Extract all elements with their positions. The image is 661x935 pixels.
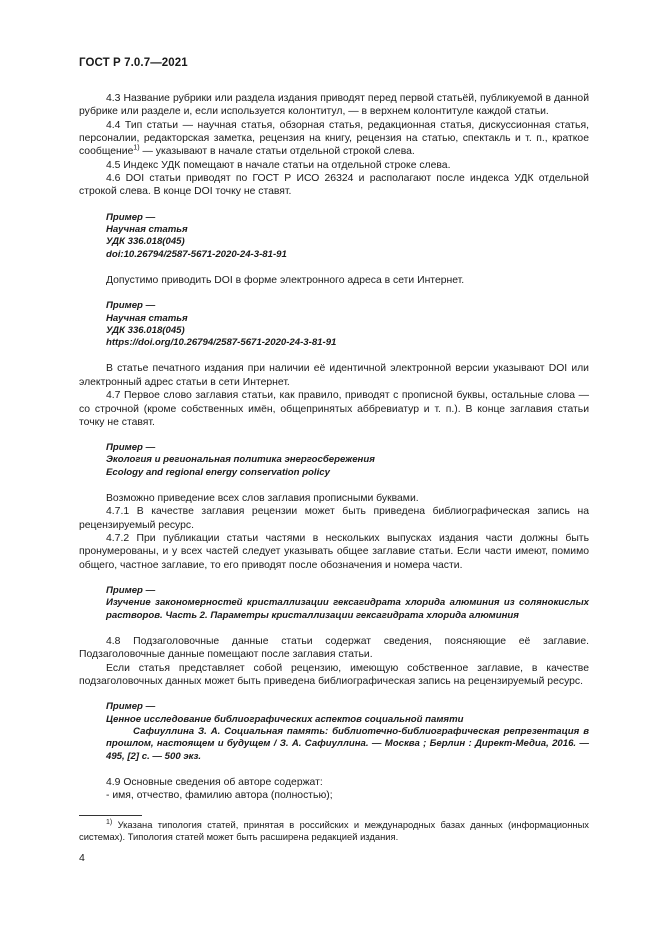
doi-url-note: Допустимо приводить DOI в форме электронного адреса в сети Интернет. [106, 274, 465, 286]
example-parts-text: Изучение закономерностей кристаллизации гексагидрата хлорида алюминия из солянокислых растворов. Часть 2. Параметры кристаллизации гексагидрата хлорида алюминия [106, 597, 589, 621]
example-review-title: Ценное исследование библиографических аспектов социальной памяти [106, 713, 464, 725]
footnote [79, 819, 589, 843]
example-citation: Сафиуллина З. А. Социальная память: библиотечно-библиографическая репрезентация в прошлом, настоящем и будущем / З. А. Сафиуллина. — Москва ; Берлин : Директ-Медиа, 2016. — 495, [2] с. — 500 экз. [106, 726, 589, 762]
review-note: Если статья представляет собой рецензию, имеющую собственное заглавие, в качестве подзаголовочных данных может быть приведена библиографическая запись на рецензируемый ресурс. [79, 662, 589, 688]
paragraph-4-3: 4.3 Название рубрики или раздела издания приводят перед первой статьёй, публикуемой в данной рубрике или разделе и, если используется колонтитул, — в верхнем колонтитуле каждой статьи. [79, 93, 589, 118]
page-number: 4 [79, 852, 85, 864]
standard-code-header: ГОСТ Р 7.0.7—2021 [79, 57, 188, 69]
footnote-ref: 1) [133, 144, 140, 152]
paragraph-4-4-text: 4.4 Тип статьи — научная статья, обзорная статья, редакционная статья, дискуссионная статья, персоналии, редакторская заметка, рецензия на книгу, рецензия на статью, спектакль и т. п., краткое сообщение [79, 119, 589, 158]
example-label: Пример — [106, 442, 156, 454]
document-body [79, 92, 589, 803]
electronic-version-note: В статье печатного издания при наличии её идентичной электронной версии указывают DOI или электронный адрес статьи в сети Интернет. [79, 363, 589, 388]
footnote-marker: 1) [106, 818, 113, 826]
example-udc: УДК 336.018(045) [106, 236, 185, 248]
example-article-type: Научная статья [106, 224, 188, 236]
footnote-separator [79, 815, 142, 816]
footnote-text: Указана типология статей, принятая в российских и международных базах данных (информационных системах). Типология статей может быть расширена редакцией издания. [79, 819, 589, 843]
paragraph-4-4-tail: — указывают в начале статьи отдельной строкой слева. [139, 146, 415, 158]
example-doi-url [79, 300, 589, 349]
paragraph-4-5: 4.5 Индекс УДК помещают в начале статьи на отдельной строке слева. [106, 159, 451, 171]
capitals-note: Возможно приведение всех слов заглавия прописными буквами. [106, 493, 419, 505]
example-label: Пример — [106, 585, 156, 597]
example-article-parts [79, 585, 589, 622]
example-title [79, 442, 589, 479]
example-review [79, 701, 589, 762]
example-label: Пример — [106, 211, 156, 223]
paragraph-4-7-1: 4.7.1 В качестве заглавия рецензии может быть приведена библиографическая запись на рецензируемый ресурс. [79, 506, 589, 531]
example-article-type: Научная статья [106, 312, 188, 324]
example-doi-link: https://doi.org/10.26794/2587-5671-2020-24-3-81-91 [106, 337, 337, 349]
author-info-item: - имя, отчество, фамилию автора (полностью); [106, 790, 333, 802]
example-udc: УДК 336.018(045) [106, 324, 185, 336]
example-label: Пример — [106, 300, 156, 312]
paragraph-4-7-2: 4.7.2 При публикации статьи частями в нескольких выпусках издания части должны быть пронумерованы, и у всех частей следует указывать общее заглавие статьи. Если части имеют, помимо общего, частное заглавие, то его приводят после обозначения и номера части. [79, 533, 589, 571]
paragraph-4-8: 4.8 Подзаголовочные данные статьи содержат сведения, поясняющие её заглавие. Подзаголовочные данные помещают после заглавия статьи. [79, 636, 589, 661]
paragraph-4-4 [79, 119, 589, 159]
paragraph-4-9: 4.9 Основные сведения об авторе содержат: [106, 776, 323, 788]
example-title-en: Ecology and regional energy conservation policy [106, 466, 330, 478]
paragraph-4-6: 4.6 DOI статьи приводят по ГОСТ Р ИСО 26324 и располагают после индекса УДК отдельной строкой слева. В конце DOI точку не ставят. [79, 173, 589, 198]
example-label: Пример — [106, 701, 156, 713]
example-udc-doi [79, 212, 589, 261]
example-title-ru: Экология и региональная политика энергосбережения [106, 454, 375, 466]
paragraph-4-7: 4.7 Первое слово заглавия статьи, как правило, приводят с прописной буквы, остальные слова — со строчной (кроме собственных имён, общепринятых аббревиатур и т. п.). В конце заглавия статьи точку не ставят. [79, 390, 589, 428]
example-doi: doi:10.26794/2587-5671-2020-24-3-81-91 [106, 248, 287, 260]
